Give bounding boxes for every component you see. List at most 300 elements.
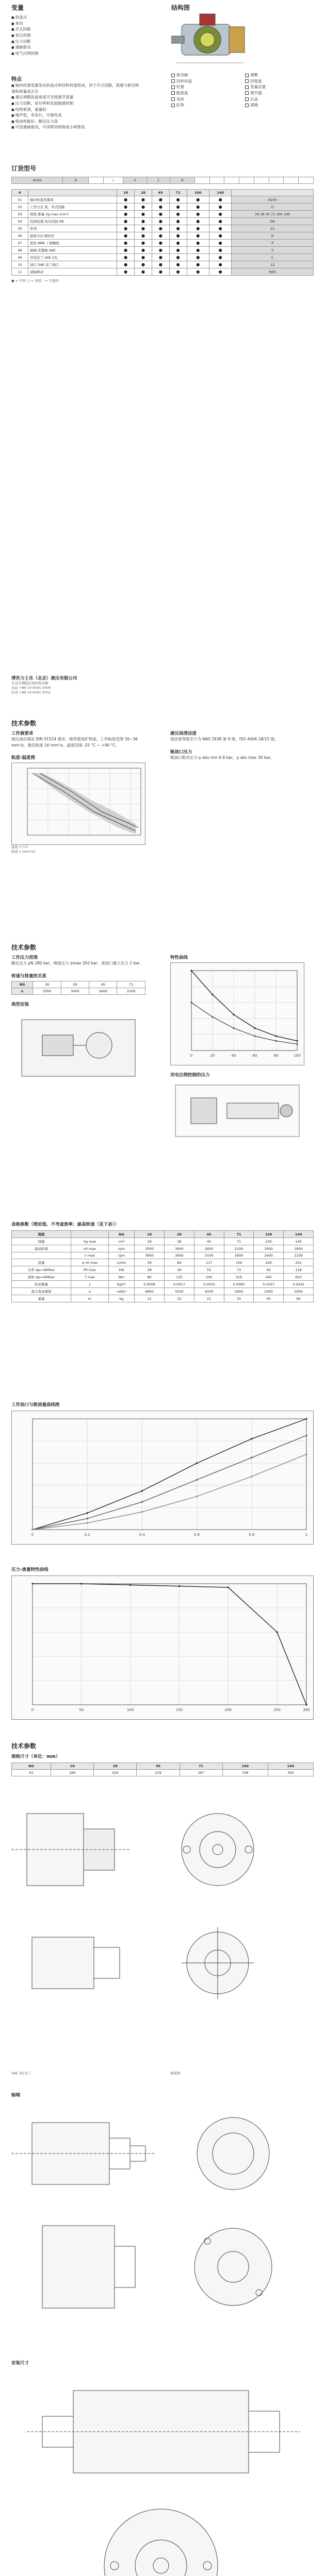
table-cell: 0.0033 bbox=[194, 1281, 224, 1288]
code-cell bbox=[299, 177, 314, 184]
x-tick-label: 60 bbox=[252, 1054, 257, 1058]
availability-dot: ● bbox=[169, 225, 187, 232]
x-tick-label: 150 bbox=[175, 1708, 183, 1712]
marker-icon bbox=[171, 86, 175, 89]
order-section bbox=[0, 164, 325, 411]
size-header: 100 bbox=[187, 190, 209, 196]
table-cell: 转动惯量 bbox=[12, 1281, 71, 1288]
company-line: 电话 +86 10 6591 5000 bbox=[11, 686, 51, 690]
paragraph: 吸油口绝对压力 p abs min 0.8 bar，p abs max 30 bar。 bbox=[170, 755, 274, 760]
part-label: 滑靴 bbox=[250, 73, 258, 77]
size-header: 18 bbox=[117, 190, 135, 196]
table-cell: 118 bbox=[284, 1266, 314, 1274]
sub-heading: 工作压力范围 bbox=[11, 955, 38, 960]
availability-dot: ● bbox=[169, 204, 187, 211]
availability-dot: ● bbox=[135, 261, 152, 268]
order-row bbox=[12, 225, 314, 232]
data-point bbox=[87, 1512, 88, 1514]
table-cell: 6800 bbox=[135, 1288, 165, 1295]
order-row bbox=[12, 261, 314, 268]
x-tick-label: 0 bbox=[31, 1708, 34, 1712]
viscosity-chart-svg bbox=[12, 763, 145, 845]
table-cell: 4000 bbox=[194, 1288, 224, 1295]
availability-dot: ● bbox=[209, 204, 231, 211]
size-header: 28 bbox=[135, 190, 152, 196]
data-point bbox=[296, 1043, 298, 1045]
desc-item: ■ 结构紧凑，重量轻 bbox=[11, 107, 140, 113]
desc-list bbox=[11, 82, 140, 130]
table-cell: cm³ bbox=[108, 1238, 134, 1245]
table-cell: J bbox=[71, 1281, 109, 1288]
main-table bbox=[11, 1230, 314, 1302]
availability-dot: ● bbox=[117, 247, 135, 254]
x-tick-label: 40 bbox=[231, 1054, 236, 1058]
chart3-section bbox=[0, 1566, 325, 1731]
series-line bbox=[32, 1419, 306, 1530]
series-line bbox=[32, 1435, 306, 1530]
series-line bbox=[191, 971, 297, 1041]
availability-dot: ● bbox=[117, 254, 135, 261]
availability-dot: ● bbox=[187, 232, 209, 240]
table-cell: 2400 bbox=[254, 1252, 284, 1259]
table-cell: 0.0009 bbox=[135, 1281, 165, 1288]
sub-heading: 液压油清洁度 bbox=[170, 731, 197, 736]
table-cell: 重量 bbox=[12, 1295, 71, 1302]
order-code: DR bbox=[232, 218, 314, 225]
prop-control-drawing bbox=[170, 1080, 304, 1142]
order-label: 旋转方向 顺时针 bbox=[28, 232, 117, 240]
table-cell: n max bbox=[71, 1252, 109, 1259]
series-line bbox=[191, 1003, 297, 1044]
availability-dot: ● bbox=[187, 254, 209, 261]
order-code: P bbox=[232, 240, 314, 247]
header-cell: 71 bbox=[224, 1231, 254, 1238]
code-cell bbox=[209, 177, 224, 184]
order-row bbox=[12, 254, 314, 261]
table-cell: 28 bbox=[165, 1238, 194, 1245]
table-cell bbox=[12, 1252, 71, 1259]
data-point bbox=[251, 1438, 252, 1439]
data-point bbox=[251, 1476, 252, 1477]
x-tick-label: 80 bbox=[273, 1054, 279, 1058]
data-point bbox=[196, 1496, 198, 1497]
x-tick-label: 100 bbox=[126, 1708, 134, 1712]
table-row bbox=[12, 1238, 314, 1245]
table-cell: 15 bbox=[165, 1295, 194, 1302]
marker-icon bbox=[171, 91, 175, 95]
availability-dot: ● bbox=[209, 247, 231, 254]
table-cell: T max bbox=[71, 1274, 109, 1281]
order-code: A10V bbox=[232, 196, 314, 204]
table-cell: 117 bbox=[194, 1259, 224, 1266]
table-cell: 5500 bbox=[165, 1288, 194, 1295]
code-cell: A10V bbox=[12, 177, 63, 184]
viscosity-chart bbox=[11, 762, 145, 845]
order-no: 07 bbox=[12, 240, 28, 247]
availability-dot: ● bbox=[117, 218, 135, 225]
availability-dot: ● bbox=[152, 204, 169, 211]
marker-icon bbox=[245, 74, 249, 77]
availability-dot: ● bbox=[152, 247, 169, 254]
parts-left bbox=[171, 72, 238, 108]
data-point bbox=[251, 1457, 252, 1459]
code-cell bbox=[224, 177, 239, 184]
data-point bbox=[196, 1462, 198, 1464]
table-row bbox=[12, 1288, 314, 1295]
tech-right bbox=[170, 730, 310, 760]
desc-item: ■ 吸油性能好，额定压力高 bbox=[11, 118, 140, 125]
series-line bbox=[32, 1584, 306, 1705]
table-cell: L/min bbox=[108, 1259, 134, 1266]
code-cell bbox=[239, 177, 254, 184]
header-cell: 45 bbox=[194, 1231, 224, 1238]
header-cell: 规格 bbox=[12, 1231, 71, 1238]
table-cell: 2000 bbox=[254, 1245, 284, 1252]
data-point bbox=[31, 1583, 33, 1584]
sub-heading: 用电比例控制的压力 bbox=[170, 1073, 210, 1078]
table-cell: 80 bbox=[135, 1274, 165, 1281]
availability-dot: ● bbox=[135, 232, 152, 240]
order-row bbox=[12, 211, 314, 218]
sub-heading: 吸油口压力 bbox=[170, 749, 192, 755]
table-cell: Vg max bbox=[71, 1238, 109, 1245]
table-cell: 0.0242 bbox=[284, 1281, 314, 1288]
structure-title: 结构图 bbox=[171, 4, 190, 11]
feature-item: ■ 开式回路 bbox=[11, 26, 130, 32]
table-cell: 功率 Δp=280bar bbox=[12, 1266, 71, 1274]
dims-table-top: NG 18 28 45 71 100 140 A1 184 204 229 267 338 350 bbox=[11, 1762, 314, 1776]
data-point bbox=[228, 1586, 229, 1588]
order-code: R bbox=[232, 232, 314, 240]
order-no: 02 bbox=[12, 204, 28, 211]
order-code: O bbox=[232, 204, 314, 211]
x-tick-label: 280 bbox=[303, 1708, 310, 1712]
data-point bbox=[305, 1418, 307, 1419]
table-cell: 3900 bbox=[135, 1252, 165, 1259]
feature-item: ■ 单向 bbox=[11, 21, 130, 27]
marker-icon bbox=[171, 104, 175, 107]
plot-frame bbox=[32, 1419, 306, 1530]
availability-dot: ● bbox=[209, 232, 231, 240]
order-row bbox=[12, 218, 314, 225]
order-code-strip bbox=[11, 177, 314, 184]
chart2-section bbox=[0, 1401, 325, 1556]
availability-dot: ● bbox=[152, 225, 169, 232]
availability-dot: ● bbox=[135, 204, 152, 211]
x-tick-label: 20 bbox=[210, 1054, 215, 1058]
order-row bbox=[12, 196, 314, 204]
ops-left bbox=[11, 954, 151, 1088]
code-cell: 1 bbox=[147, 177, 170, 184]
availability-dot: ● bbox=[187, 204, 209, 211]
size-header: 45 bbox=[152, 190, 169, 196]
data-point bbox=[87, 1522, 88, 1524]
table-cell: kW bbox=[108, 1266, 134, 1274]
data-point bbox=[254, 1036, 255, 1037]
data-point bbox=[178, 1585, 180, 1587]
order-row bbox=[12, 268, 314, 276]
data-point bbox=[212, 1016, 213, 1018]
availability-dot: ● bbox=[209, 261, 231, 268]
table-cell: 排量 bbox=[12, 1238, 71, 1245]
order-no: 09 bbox=[12, 254, 28, 261]
availability-dot: ● bbox=[169, 254, 187, 261]
order-code: 18 28 45 71 100 140 bbox=[232, 211, 314, 218]
table-cell: rpm bbox=[108, 1252, 134, 1259]
header-cell: 100 bbox=[254, 1231, 284, 1238]
data-point bbox=[190, 970, 192, 971]
table-cell: n0 max bbox=[71, 1245, 109, 1252]
plot-frame bbox=[32, 1584, 306, 1705]
plot-frame bbox=[191, 971, 297, 1050]
data-point bbox=[141, 1511, 143, 1513]
order-code: C bbox=[232, 254, 314, 261]
feature-item: ■ 斜盘式 bbox=[11, 14, 130, 21]
drawing-label: 端面图 bbox=[170, 2071, 181, 2075]
intro-section bbox=[0, 0, 325, 162]
table-cell: 45 bbox=[254, 1295, 284, 1302]
desc-item: ■ 轴向柱塞变量泵由斜盘式和回转斜盘组成，用于开式回路，流量与驱动转速和排量成正比 bbox=[11, 82, 140, 94]
table-cell: 最高转速 bbox=[12, 1245, 71, 1252]
chart-ylabel: 粘度 ν (mm²/s) bbox=[11, 850, 36, 854]
sub-heading: 典型安装 bbox=[11, 1002, 29, 1007]
table-cell: 2100 bbox=[284, 1252, 314, 1259]
table-cell: 59 bbox=[135, 1259, 165, 1266]
marker-icon bbox=[245, 104, 249, 107]
table-cell: 140 bbox=[284, 1238, 314, 1245]
table-cell: 流量 bbox=[12, 1259, 71, 1266]
availability-dot: ● bbox=[152, 254, 169, 261]
pq-chart bbox=[11, 1575, 314, 1720]
char-chart-1-svg bbox=[171, 963, 304, 1065]
availability-dot: ● bbox=[169, 218, 187, 225]
table-cell: P0 max bbox=[71, 1266, 109, 1274]
table-cell: 2900 bbox=[224, 1288, 254, 1295]
part-label: 回转斜盘 bbox=[176, 78, 192, 83]
order-no: 11 bbox=[12, 268, 28, 276]
chart-title: 特性曲线 bbox=[170, 955, 188, 960]
order-col-no: # bbox=[12, 190, 28, 196]
code-cell: R bbox=[170, 177, 194, 184]
availability-dot: ● bbox=[152, 240, 169, 247]
x-tick-label: 0.8 bbox=[249, 1533, 255, 1537]
order-code: N00 bbox=[232, 268, 314, 276]
company-name: 博世力士乐（北京）液压有限公司 bbox=[11, 676, 77, 681]
dimension-drawing-2 bbox=[11, 2102, 314, 2349]
availability-dot: ● bbox=[135, 196, 152, 204]
marker-icon bbox=[245, 91, 249, 95]
intro-title: 变量 bbox=[11, 4, 24, 11]
part-label: 柱塞 bbox=[176, 84, 184, 90]
table-cell: rpm bbox=[108, 1245, 134, 1252]
data-point bbox=[80, 1583, 82, 1584]
part-label: 通轴 bbox=[250, 103, 258, 108]
table-cell: 55 bbox=[194, 1266, 224, 1274]
header-cell bbox=[71, 1231, 109, 1238]
data-point bbox=[87, 1518, 88, 1519]
order-label: 安装法兰 SAE 2孔 bbox=[28, 254, 117, 261]
availability-dot: ● bbox=[152, 232, 169, 240]
code-cell bbox=[89, 177, 104, 184]
marker-icon bbox=[171, 97, 175, 101]
code-cell bbox=[284, 177, 299, 184]
table-cell: 39 bbox=[165, 1266, 194, 1274]
table-cell: 2600 bbox=[194, 1245, 224, 1252]
x-tick-label: 200 bbox=[224, 1708, 232, 1712]
table-cell: kg bbox=[108, 1295, 134, 1302]
table-cell: 3100 bbox=[194, 1252, 224, 1259]
part-label: 后盖 bbox=[250, 96, 258, 101]
order-code: 12 bbox=[232, 261, 314, 268]
table-cell: 扭矩 Δp=280bar bbox=[12, 1274, 71, 1281]
sub-heading: 工作液要求 bbox=[11, 731, 34, 736]
chart-title: 工作油口与吸油量曲线图 bbox=[11, 1402, 60, 1408]
order-label: 通轴驱动 bbox=[28, 268, 117, 276]
order-label: 控制装置 恒压控制 DR bbox=[28, 218, 117, 225]
paragraph: 清洁度等级至少为 NAS 1638 第 9 级，ISO 4406 18/15 级。 bbox=[170, 737, 279, 741]
order-col-label bbox=[28, 190, 117, 196]
table-cell: 3000 bbox=[165, 1245, 194, 1252]
flow-chart bbox=[11, 1411, 314, 1545]
availability-dot: ● bbox=[135, 247, 152, 254]
table-cell: 1800 bbox=[284, 1245, 314, 1252]
code-cell bbox=[254, 177, 269, 184]
desc-item: ■ 噪声低，寿命长，可靠性高 bbox=[11, 112, 140, 118]
availability-dot: ● bbox=[169, 211, 187, 218]
x-tick-label: 0.4 bbox=[139, 1533, 145, 1537]
availability-dot: ● bbox=[117, 196, 135, 204]
x-tick-label: 0.2 bbox=[84, 1533, 90, 1537]
dims-section bbox=[0, 1741, 325, 2576]
code-cell: 3 bbox=[123, 177, 147, 184]
order-col-code bbox=[232, 190, 314, 196]
order-title: 订货型号 bbox=[11, 165, 37, 172]
table-cell: 200 bbox=[194, 1274, 224, 1281]
availability-dot: ● bbox=[169, 261, 187, 268]
ops-mini-table: NG 18 28 45 71 n 3300 3000 2600 2200 bbox=[11, 981, 145, 995]
main-table-section bbox=[0, 1221, 325, 1391]
availability-dot: ● bbox=[187, 218, 209, 225]
table-cell: 28 bbox=[135, 1266, 165, 1274]
availability-dot: ● bbox=[152, 211, 169, 218]
table-cell: 156 bbox=[224, 1259, 254, 1266]
feature-list bbox=[11, 14, 130, 56]
header-cell: 28 bbox=[165, 1231, 194, 1238]
paragraph: 液压油应满足 DIN 51524 要求，推荐使用矿物油。工作粘度范围 16~36 mm²/s，最佳粘度 16 mm²/s。温度范围 -25 °C ~ +90 °C。 bbox=[11, 737, 138, 748]
x-tick-label: 1 bbox=[305, 1533, 308, 1537]
x-tick-label: 100 bbox=[294, 1054, 301, 1058]
ops-right bbox=[170, 954, 310, 1143]
part-label: 回程盘 bbox=[250, 78, 262, 83]
availability-dot: ● bbox=[117, 268, 135, 276]
data-point bbox=[190, 1002, 192, 1003]
chart-xlabel: 温度 t (°C) bbox=[11, 845, 28, 850]
availability-dot: ● bbox=[152, 196, 169, 204]
table-cell: 445 bbox=[254, 1274, 284, 1281]
table-cell: rad/s² bbox=[108, 1288, 134, 1295]
availability-dot: ● bbox=[135, 211, 152, 218]
table-cell: 33 bbox=[224, 1295, 254, 1302]
code-cell bbox=[269, 177, 284, 184]
table-cell: 200 bbox=[254, 1259, 284, 1266]
availability-dot: ● bbox=[135, 268, 152, 276]
data-point bbox=[275, 1040, 277, 1042]
availability-dot: ● bbox=[187, 196, 209, 204]
availability-dot: ● bbox=[152, 218, 169, 225]
table-cell: 93 bbox=[254, 1266, 284, 1274]
part-label: 缸体 bbox=[176, 103, 184, 108]
header-cell: 140 bbox=[284, 1231, 314, 1238]
availability-dot: ● bbox=[117, 204, 135, 211]
availability-dot: ● bbox=[169, 196, 187, 204]
desc-item: ■ 通过调整斜盘角度可无级调节流量 bbox=[11, 94, 140, 100]
table-cell: 21 bbox=[194, 1295, 224, 1302]
marker-icon bbox=[245, 97, 249, 101]
char-chart-1 bbox=[170, 962, 304, 1065]
data-point bbox=[305, 1435, 307, 1436]
order-label: 密封 NBR 丁腈橡胶 bbox=[28, 240, 117, 247]
availability-dot: ● bbox=[135, 218, 152, 225]
table-cell: 2600 bbox=[224, 1252, 254, 1259]
table-cell: 71 bbox=[224, 1238, 254, 1245]
header-cell: 18 bbox=[135, 1231, 165, 1238]
flow-chart-svg bbox=[12, 1411, 314, 1545]
part-label: 调节器 bbox=[250, 90, 262, 95]
table-cell: 100 bbox=[254, 1238, 284, 1245]
table-cell: 2000 bbox=[284, 1288, 314, 1295]
table-cell: 0.0017 bbox=[165, 1281, 194, 1288]
table-cell: 0.0167 bbox=[254, 1281, 284, 1288]
availability-dot: ● bbox=[209, 196, 231, 204]
table-cell: Nm bbox=[108, 1274, 134, 1281]
availability-dot: ● bbox=[135, 254, 152, 261]
data-point bbox=[31, 1529, 33, 1530]
order-label: 规格 排量 Vg max (cm³) bbox=[28, 211, 117, 218]
availability-dot: ● bbox=[117, 261, 135, 268]
availability-dot: ● bbox=[152, 261, 169, 268]
table-row bbox=[12, 1266, 314, 1274]
table-cell: m bbox=[71, 1295, 109, 1302]
table-row bbox=[12, 1245, 314, 1252]
table-cell: 45 bbox=[194, 1238, 224, 1245]
table-cell: 125 bbox=[165, 1274, 194, 1281]
sub-heading: 轴端 bbox=[11, 2093, 21, 2098]
table-cell: 18 bbox=[135, 1238, 165, 1245]
table-cell: 最大角加速度 bbox=[12, 1288, 71, 1295]
availability-dot: ● bbox=[117, 232, 135, 240]
tech-title: 技术参数 bbox=[11, 720, 37, 727]
availability-dot: ● bbox=[187, 211, 209, 218]
x-tick-label: 50 bbox=[79, 1708, 84, 1712]
table-cell: 0.0083 bbox=[224, 1281, 254, 1288]
feature-item: ■ 通轴驱动 bbox=[11, 44, 130, 50]
data-point bbox=[196, 1479, 198, 1481]
company-line: 北京市朝阳区酒仙桥东路 bbox=[11, 681, 48, 685]
order-label: 轴向柱塞变量泵 bbox=[28, 196, 117, 204]
dims-title: 技术参数 bbox=[11, 1742, 37, 1750]
order-no: 10 bbox=[12, 261, 28, 268]
order-row bbox=[12, 204, 314, 211]
order-note: ● = 可供 ○ = 按需 - = 不提供 bbox=[11, 279, 59, 283]
table-cell: α bbox=[71, 1288, 109, 1295]
chart-title: 粘度-温度图 bbox=[11, 755, 36, 761]
data-point bbox=[212, 994, 213, 995]
x-tick-label: 0.6 bbox=[194, 1533, 200, 1537]
availability-dot: ● bbox=[117, 211, 135, 218]
header-cell: NG bbox=[108, 1231, 134, 1238]
pump-cutaway-image bbox=[171, 11, 249, 68]
x-tick-label: 0 bbox=[31, 1533, 34, 1537]
